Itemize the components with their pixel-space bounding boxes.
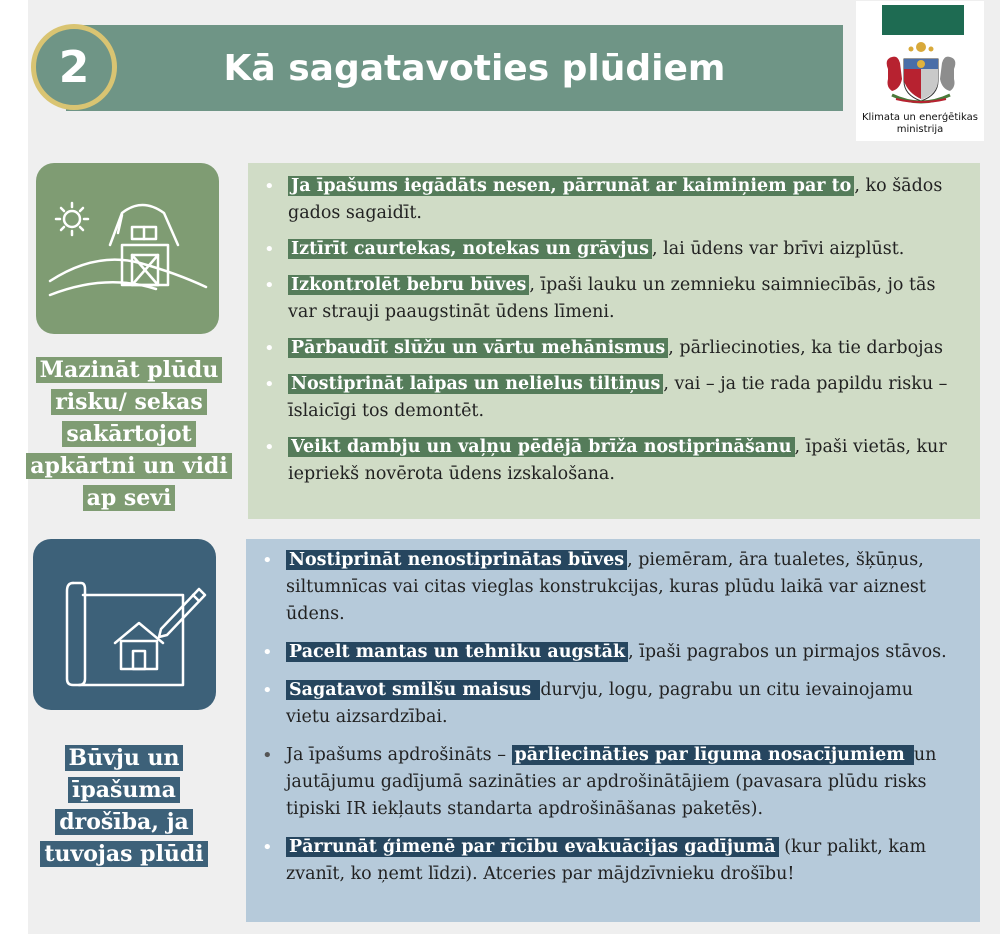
section-2-label: Būvju un īpašuma drošība, ja tuvojas plūdi <box>24 742 224 870</box>
list-item <box>286 639 962 666</box>
coat-of-arms-icon <box>878 39 964 109</box>
item-text: durvju, logu, pagrabu un citu ievainojamu vietu aizsardzībai. <box>286 680 914 727</box>
list-item <box>288 272 962 326</box>
list-item <box>288 236 962 263</box>
item-emphasis: Sagatavot smilšu maisus <box>286 680 540 700</box>
item-emphasis: Pārrunāt ģimenē par rīcību evakuācijas gadījumā <box>286 837 779 857</box>
item-emphasis: Pārbaudīt slūžu un vārtu mehānismus <box>288 338 668 358</box>
page-title: Kā sagatavoties plūdiem <box>223 47 726 89</box>
item-text: (kur palikt, kam zvanīt, ko ņemt līdzi). Atceries par mājdzīvnieku drošību! <box>286 837 927 884</box>
section-2-panel <box>246 539 980 922</box>
step-number-badge <box>31 24 117 110</box>
item-emphasis: Nostiprināt nenostiprinātas būves <box>286 550 627 570</box>
list-item <box>288 335 962 362</box>
item-emphasis: Izkontrolēt bebru būves <box>288 275 529 295</box>
section-1-label: Mazināt plūdu risku/ sekas sakārtojot apkārtni un vidi ap sevi <box>24 354 234 514</box>
section-2-list <box>286 547 962 888</box>
section-2-icon-tile <box>33 539 216 710</box>
item-prefix: Ja īpašums apdrošināts – <box>286 745 512 765</box>
item-emphasis: Nostiprināt laipas un nelielus tiltiņus <box>288 374 663 394</box>
list-item <box>288 434 962 488</box>
item-text: , īpaši lauku un zemnieku saimniecībās, jo tās var strauji paaugstināt ūdens līmeni. <box>288 275 936 322</box>
list-item <box>288 371 962 425</box>
item-emphasis: Iztīrīt caurtekas, notekas un grāvjus <box>288 239 652 259</box>
section-1-list <box>288 173 962 488</box>
list-item <box>286 677 962 731</box>
item-emphasis: Pacelt mantas un tehniku augstāk <box>286 642 628 662</box>
item-text: , īpaši pagrabos un pirmajos stāvos. <box>628 642 947 662</box>
list-item <box>286 742 962 823</box>
item-text: , vai – ja tie rada papildu risku – īslaicīgi tos demontēt. <box>288 374 948 421</box>
title-banner <box>66 25 843 111</box>
item-emphasis: Veikt dambju un vaļņu pēdējā brīža nostiprināšanu <box>288 437 795 457</box>
item-text: , piemēram, āra tualetes, šķūņus, siltumnīcas vai citas vieglas konstrukcijas, kuras plūdu laikā var aiznest ūdens. <box>286 550 926 624</box>
item-emphasis: pārliecināties par līguma nosacījumiem <box>512 745 914 765</box>
item-text: , lai ūdens var brīvi aizplūst. <box>652 239 905 259</box>
item-text: un jautājumu gadījumā sazināties ar apdrošinātājiem (pavasara plūdu risks tipiski IR iekļauts standarta apdrošināšanas paketēs). <box>286 745 937 819</box>
farm-barn-sun-icon <box>36 163 219 334</box>
item-text: , ko šādos gados sagaidīt. <box>288 176 943 223</box>
section-1-panel <box>248 163 980 519</box>
list-item <box>286 547 962 628</box>
house-blueprint-pencil-icon <box>33 539 216 710</box>
ministry-name: Klimata un enerģētikas ministrija <box>862 112 978 135</box>
ministry-logo <box>856 1 984 141</box>
item-text: , pārliecinoties, ka tie darbojas <box>668 338 943 358</box>
list-item <box>286 834 962 888</box>
item-emphasis: Ja īpašums iegādāts nesen, pārrunāt ar kaimiņiem par to <box>288 176 854 196</box>
section-1-icon-tile <box>36 163 219 334</box>
list-item <box>288 173 962 227</box>
logo-color-bar <box>882 5 964 35</box>
step-number: 2 <box>58 41 90 93</box>
item-text: , īpaši vietās, kur iepriekš novērota ūdens izskalošana. <box>288 437 947 484</box>
